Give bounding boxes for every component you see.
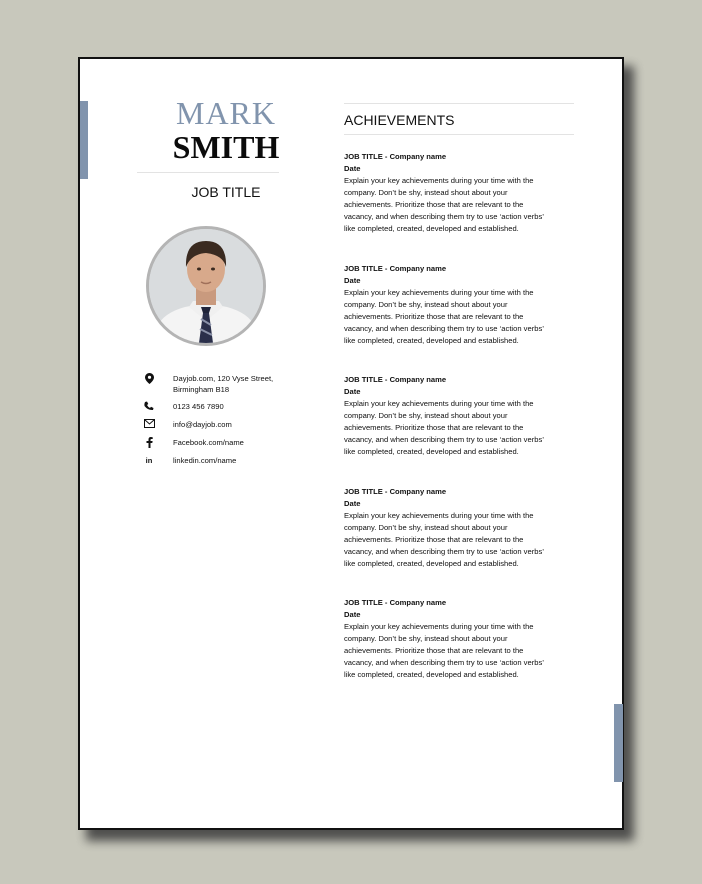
location-pin-icon xyxy=(142,373,156,385)
description-line: company. Don’t be shy, instead shout about your xyxy=(344,188,508,197)
achievements-heading: ACHIEVEMENTS xyxy=(344,112,455,128)
description-line: achievements. Prioritize those that are relevant to the xyxy=(344,535,524,544)
linkedin-icon: in xyxy=(145,456,153,465)
description-line: Explain your key achievements during your time with the xyxy=(344,176,534,185)
email-icon xyxy=(142,419,156,431)
entry-title: JOB TITLE - Company name xyxy=(344,598,447,607)
name-divider xyxy=(137,172,279,173)
entry-date: Date xyxy=(344,387,361,396)
description-line: vacancy, and when describing them try to use ‘action verbs’ xyxy=(344,658,544,667)
entry-description xyxy=(344,510,570,570)
right-accent-bar xyxy=(614,704,623,782)
entry-date: Date xyxy=(344,164,361,173)
achievement-entry xyxy=(344,151,570,235)
achievements-top-rule xyxy=(344,103,574,104)
description-line: Explain your key achievements during your time with the xyxy=(344,399,534,408)
description-line: achievements. Prioritize those that are relevant to the xyxy=(344,312,524,321)
description-line: company. Don’t be shy, instead shout about your xyxy=(344,411,508,420)
description-line: Explain your key achievements during your time with the xyxy=(344,288,534,297)
phone-icon xyxy=(142,401,156,413)
achievement-entry xyxy=(344,486,570,570)
description-line: company. Don’t be shy, instead shout about your xyxy=(344,523,508,532)
achievement-entry xyxy=(344,263,570,347)
description-line: vacancy, and when describing them try to use ‘action verbs’ xyxy=(344,435,544,444)
entry-title: JOB TITLE - Company name xyxy=(344,375,447,384)
entry-description xyxy=(344,175,570,235)
facebook-url[interactable]: Facebook.com/name xyxy=(173,438,244,447)
description-line: achievements. Prioritize those that are relevant to the xyxy=(344,646,524,655)
email-address[interactable]: info@dayjob.com xyxy=(173,420,232,429)
description-line: vacancy, and when describing them try to use ‘action verbs’ xyxy=(344,547,544,556)
resume-page xyxy=(78,57,624,830)
description-line: like completed, created, developed and established. xyxy=(344,447,519,456)
achievement-entry xyxy=(344,374,570,458)
description-line: like completed, created, developed and established. xyxy=(344,559,519,568)
person-portrait-icon xyxy=(149,229,263,343)
linkedin-url[interactable]: linkedin.com/name xyxy=(173,456,237,465)
description-line: vacancy, and when describing them try to use ‘action verbs’ xyxy=(344,324,544,333)
description-line: company. Don’t be shy, instead shout about your xyxy=(344,634,508,643)
description-line: like completed, created, developed and established. xyxy=(344,670,519,679)
first-name: MARK xyxy=(175,95,276,131)
entry-date: Date xyxy=(344,276,361,285)
entry-description xyxy=(344,621,570,681)
left-accent-bar xyxy=(80,101,88,179)
facebook-icon xyxy=(142,437,156,449)
entry-date: Date xyxy=(344,610,361,619)
description-line: achievements. Prioritize those that are relevant to the xyxy=(344,423,524,432)
address-line-2: Birmingham B18 xyxy=(173,385,230,394)
description-line: vacancy, and when describing them try to use ‘action verbs’ xyxy=(344,212,544,221)
job-title: JOB TITLE xyxy=(191,184,261,200)
description-line: Explain your key achievements during your time with the xyxy=(344,622,534,631)
description-line: like completed, created, developed and established. xyxy=(344,336,519,345)
entry-description xyxy=(344,287,570,347)
description-line: achievements. Prioritize those that are relevant to the xyxy=(344,200,524,209)
entry-title: JOB TITLE - Company name xyxy=(344,264,447,273)
address-line-1: Dayjob.com, 120 Vyse Street, xyxy=(173,374,274,383)
entry-description xyxy=(344,398,570,458)
entry-date: Date xyxy=(344,499,361,508)
entry-title: JOB TITLE - Company name xyxy=(344,152,447,161)
description-line: Explain your key achievements during your time with the xyxy=(344,511,534,520)
achievement-entry xyxy=(344,597,570,681)
description-line: company. Don’t be shy, instead shout about your xyxy=(344,300,508,309)
description-line: like completed, created, developed and established. xyxy=(344,224,519,233)
phone-number: 0123 456 7890 xyxy=(173,402,224,411)
last-name: SMITH xyxy=(172,129,280,165)
profile-photo xyxy=(146,226,266,346)
entry-title: JOB TITLE - Company name xyxy=(344,487,447,496)
achievements-bottom-rule xyxy=(344,134,574,135)
